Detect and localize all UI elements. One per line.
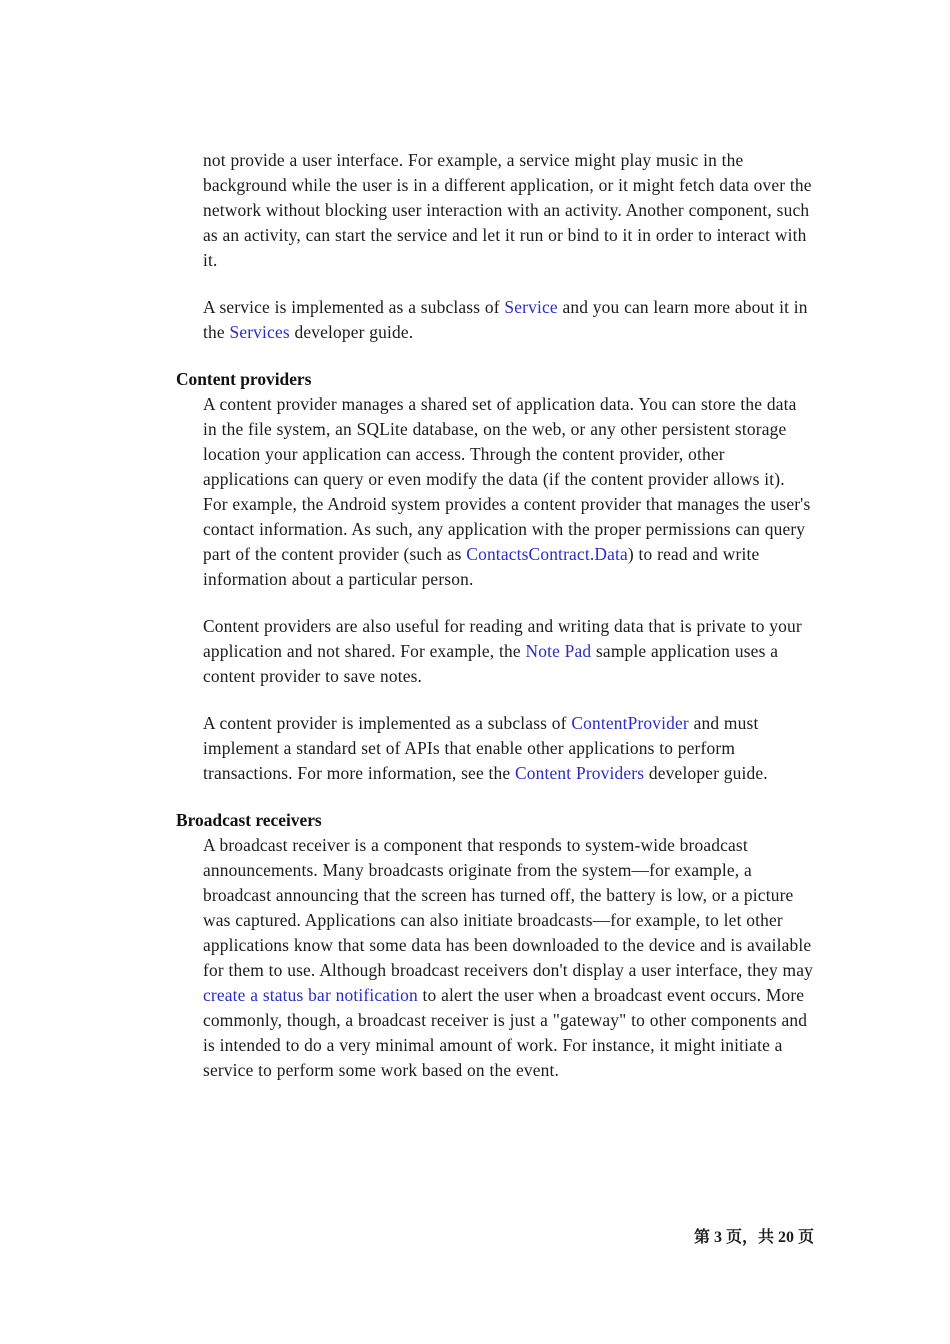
link-services[interactable]: Services — [229, 322, 290, 342]
paragraph-text-part: Content providers are also useful for reading and writing data that is private to your application and not shared. For example, the — [203, 616, 802, 661]
paragraph-content-provider-overview — [176, 392, 814, 592]
paragraph-text-part: and must implement a standard set of APIs that enable other applications to perform transactions. For more information, see the — [203, 713, 759, 783]
paragraph-content-provider-private-data — [176, 614, 814, 689]
link-note-pad[interactable]: Note Pad — [525, 641, 592, 661]
paragraph-services-continued — [176, 148, 814, 273]
heading-content-providers: Content providers — [176, 369, 312, 389]
paragraph-text-part: A content provider manages a shared set of application data. You can store the data in the file system, an SQLite database, on the web, or any other persistent storage location your application can access. Through the content provider, other applications can query or even modify the data (if the content provider allows it). For example, the Android system provides a content provider that manages the user's contact information. As such, any application with the proper permissions can query part of the content provider (such as — [203, 394, 811, 564]
section-broadcast-receivers — [176, 808, 814, 1083]
paragraph-content-provider-subclass — [176, 711, 814, 786]
paragraph-text-part: A service is implemented as a subclass of — [203, 297, 505, 317]
paragraph-text-part: sample application uses a content provider to save notes. — [203, 641, 779, 686]
paragraph-text-part: and you can learn more about it in the — [203, 297, 808, 342]
link-content-providers-guide[interactable]: Content Providers — [515, 763, 645, 783]
link-service[interactable]: Service — [504, 297, 558, 317]
paragraph-text-part: ) to read and write information about a particular person. — [203, 544, 760, 589]
paragraph-text-part: to alert the user when a broadcast event occurs. More commonly, though, a broadcast receiver is just a "gateway" to other components and is intended to do a very minimal amount of work. For instance, it might initiate a service to perform some work based on the event. — [203, 985, 808, 1080]
paragraph-text-part: A content provider is implemented as a subclass of — [203, 713, 572, 733]
link-create-status-bar-notification[interactable]: create a status bar notification — [203, 985, 418, 1005]
paragraph-service-subclass — [176, 295, 814, 345]
paragraph-text-part: developer guide. — [644, 763, 768, 783]
page-footer — [0, 1226, 814, 1250]
paragraph-broadcast-receiver-overview — [176, 833, 814, 1083]
heading-broadcast-receivers: Broadcast receivers — [176, 810, 322, 830]
section-content-providers — [176, 367, 814, 786]
link-content-provider-class[interactable]: ContentProvider — [571, 713, 689, 733]
page-content — [176, 148, 814, 1083]
paragraph-text-part: developer guide. — [289, 322, 414, 342]
paragraph-text-part: A broadcast receiver is a component that responds to system-wide broadcast announcements. Many broadcasts originate from the system—for example, a broadcast announcing that the screen has turned off, the battery is low, or a picture was captured. Applications can also initiate broadcasts—for example, to let other applications know that some data has been downloaded to the device and is available for them to use. Although broadcast receivers don't display a user interface, they may — [203, 835, 814, 980]
page-number-label: 第 3 页，共 20 页 — [693, 1229, 814, 1246]
link-contacts-contract-data[interactable]: ContactsContract.Data — [466, 544, 628, 564]
paragraph-text: not provide a user interface. For example, a service might play music in the background while the user is in a different application, or it might fetch data over the network without blocking user interaction with an activity. Another component, such as an activity, can start the service and let it run or bind to it in order to interact with it. — [203, 150, 812, 270]
